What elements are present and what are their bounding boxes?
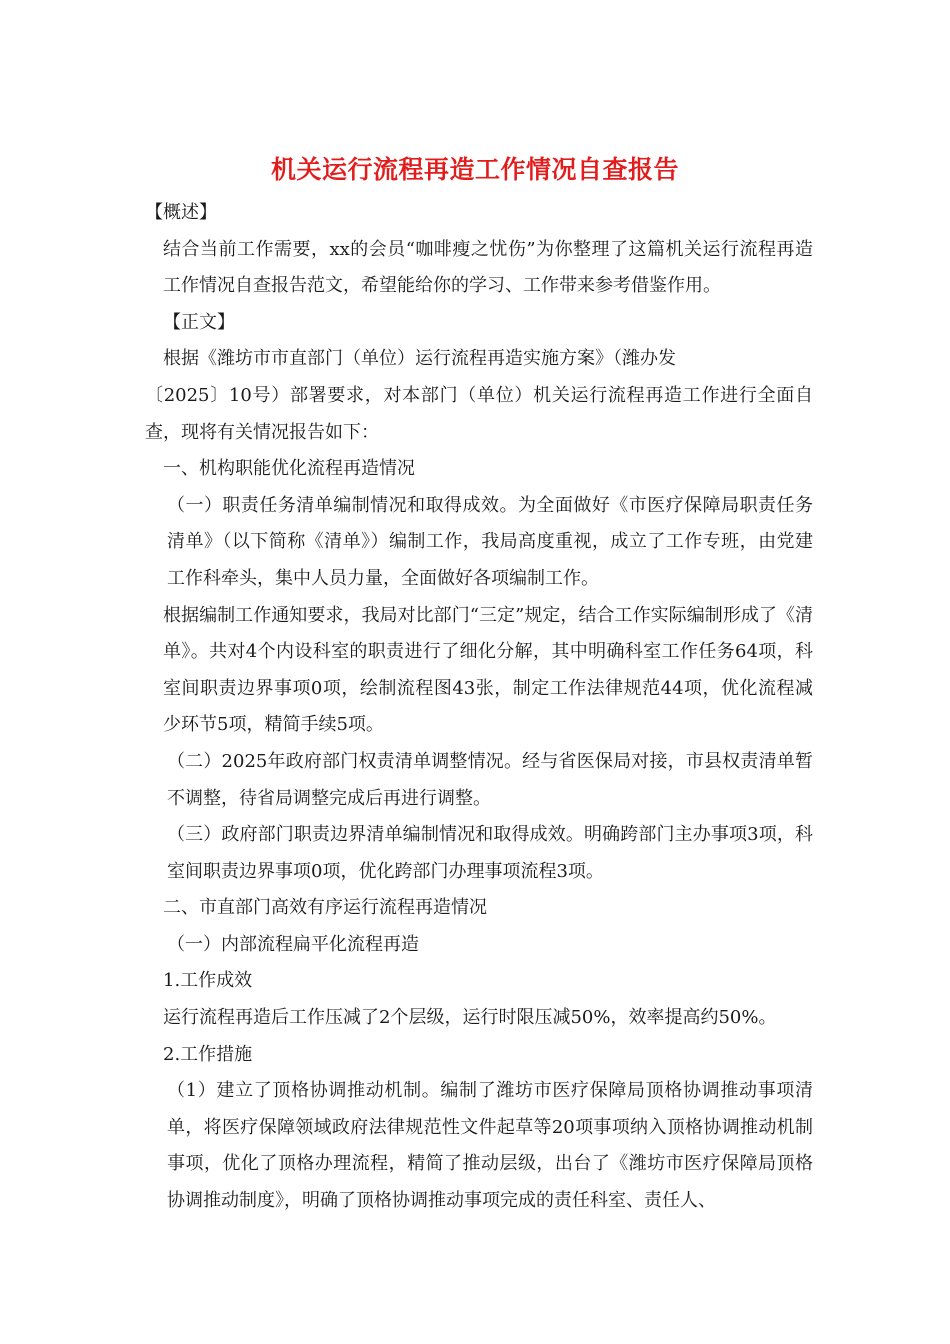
paragraph-power-list: （二）2025年政府部门权责清单调整情况。经与省医保局对接，市县权责清单暂不调整，待省局调整完成后再进行调整。 (167, 750, 813, 809)
paragraph-boundary-list: （三）政府部门职责边界清单编制情况和取得成效。明确跨部门主办事项3项，科室间职责边界事项0项，优化跨部门办理事项流程3项。 (167, 824, 813, 882)
summary-label: 【概述】 (145, 202, 217, 223)
subsection-heading: （一）内部流程扁平化流程再造 (167, 933, 419, 955)
paragraph-results: 运行流程再造后工作压减了2个层级，运行时限压减50%，效率提高约50%。 (163, 1007, 777, 1029)
section-heading-1: 一、机构职能优化流程再造情况 (163, 458, 415, 480)
item-heading-results: 1.工作成效 (163, 970, 253, 992)
document-body (145, 195, 813, 1220)
paragraph-measures: （1）建立了顶格协调推动机制。编制了潍坊市医疗保障局顶格协调推动事项清单，将医疗保障领域政府法律规范性文件起草等20项事项纳入顶格协调推动机制事项，优化了顶格办理流程，精简了推动层级，出台了《潍坊市医疗保障局顶格协调推动制度》，明确了顶格协调推动事项完成的责任科室、责任人、 (167, 1080, 813, 1212)
section-heading-2: 二、市直部门高效有序运行流程再造情况 (163, 897, 487, 919)
summary-paragraph: 结合当前工作需要，xx的会员“咖啡瘦之忧伤”为你整理了这篇机关运行流程再造工作情况自查报告范文，希望能给你的学习、工作带来参考借鉴作用。 (163, 238, 813, 297)
intro-paragraph-rest: 〔2025〕10号）部署要求，对本部门（单位）机关运行流程再造工作进行全面自查，现将有关情况报告如下： (145, 384, 813, 443)
paragraph-duty-list: （一）职责任务清单编制情况和取得成效。为全面做好《市医疗保障局职责任务清单》（以下简称《清单》）编制工作，我局高度重视，成立了工作专班，由党建工作科牵头，集中人员力量，全面做好各项编制工作。 (167, 494, 813, 589)
paragraph-compilation: 根据编制工作通知要求，我局对比部门“三定”规定，结合工作实际编制形成了《清单》。共对4个内设科室的职责进行了细化分解，其中明确科室工作任务64项，科室间职责边界事项0项，绘制流程图43张，制定工作法律规范44项，优化流程减少环节5项，精简手续5项。 (163, 604, 813, 736)
item-heading-measures: 2.工作措施 (163, 1043, 253, 1065)
document-title: 机关运行流程再造工作情况自查报告 (270, 155, 679, 184)
body-label: 【正文】 (163, 311, 235, 333)
intro-paragraph-line1: 根据《潍坊市市直部门（单位）运行流程再造实施方案》（潍办发 (163, 348, 676, 370)
